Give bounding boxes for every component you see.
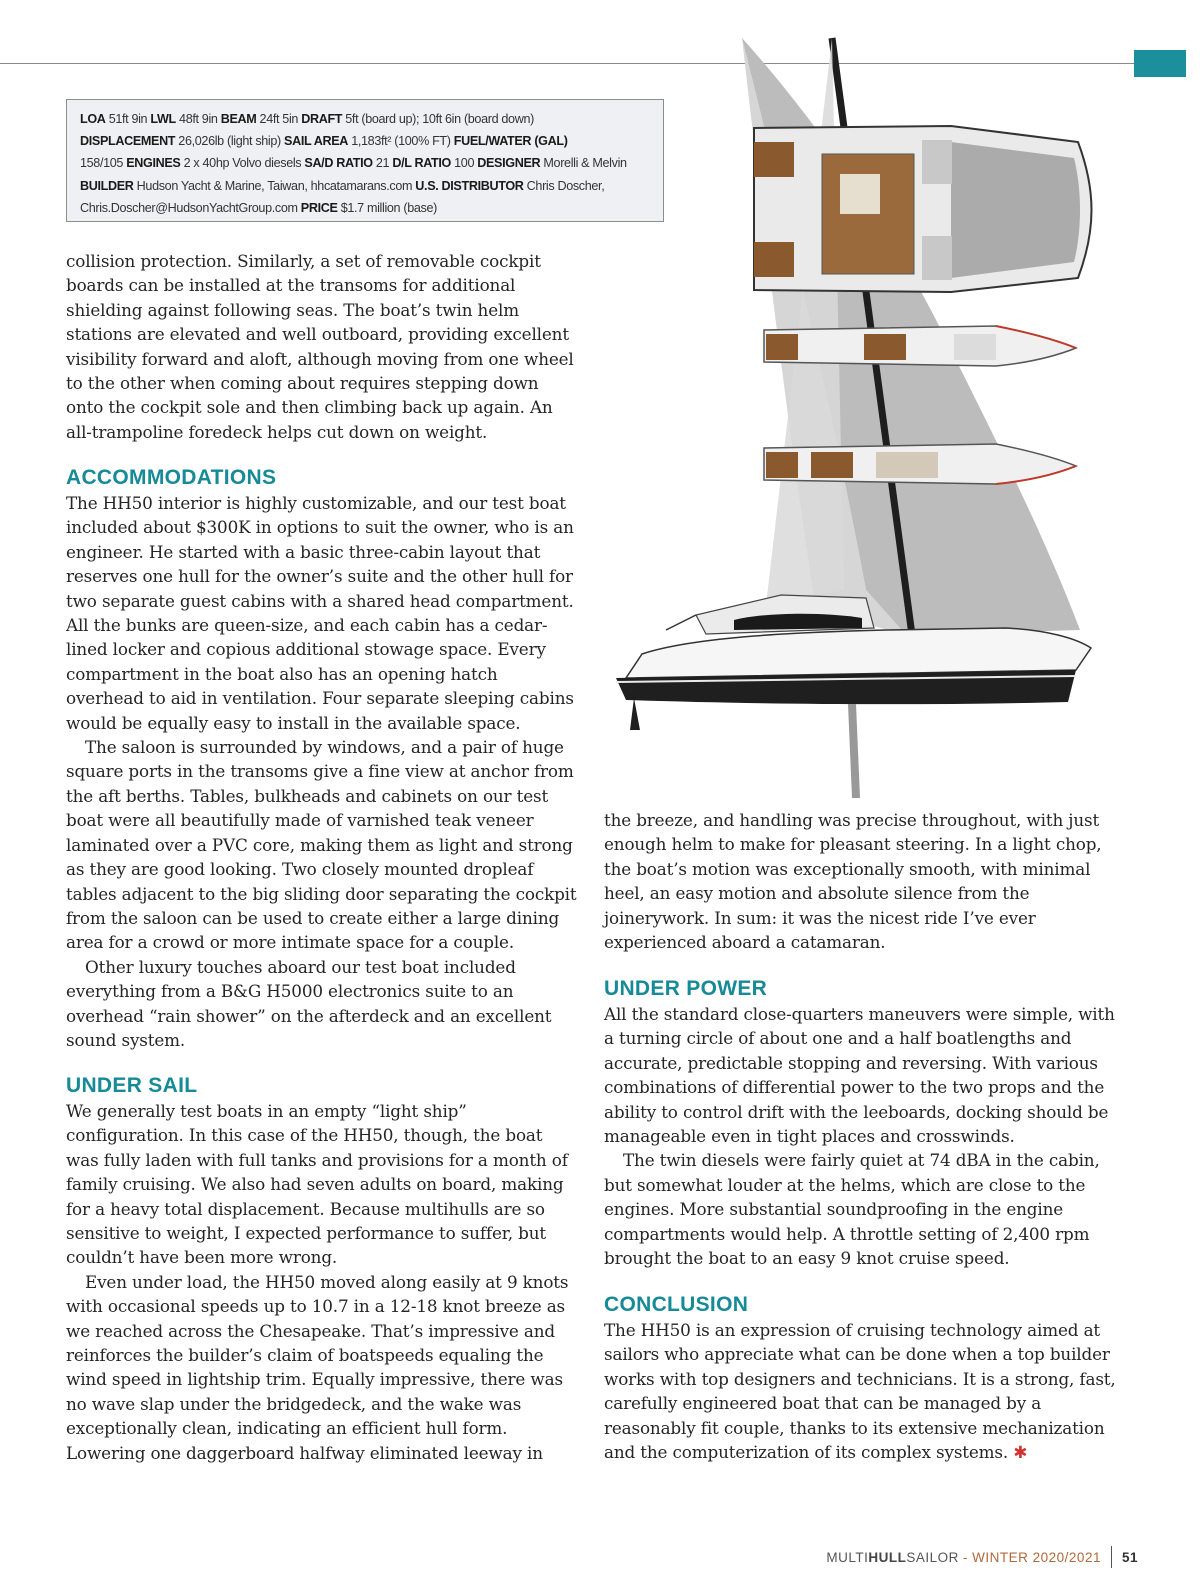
intro-column <box>66 249 578 444</box>
accommodations-section <box>66 465 578 1052</box>
boat-illustration <box>606 30 1126 800</box>
page-footer <box>826 1546 1138 1568</box>
issue-date: - WINTER 2020/2021 <box>962 1549 1101 1565</box>
under-sail-section <box>66 1073 578 1465</box>
paragraph: collision protection. Similarly, a set of removable cockpit boards can be installed at the transoms for additional shielding against following seas. The boat’s twin helm stations are elevated and well outboard, providing excellent visibility forward and aloft, although moving from one wheel to the other when coming about requires stepping down onto the cockpit sole and then climbing back up again. An all-trampoline foredeck helps cut down on weight. <box>66 251 574 442</box>
section-tab <box>1134 50 1186 77</box>
paragraph: All the standard close-quarters maneuvers were simple, with a turning circle of about one and a half boatlengths and accurate, predictable stopping and reversing. With various combinations of differential power to the two props and the ability to control drift with the leeboards, docking should be manageable even in tight places and crosswinds. <box>604 1004 1115 1147</box>
footer-divider <box>1111 1546 1112 1568</box>
paragraph: The HH50 is an expression of cruising technology aimed at sailors who appreciate what can be done when a top builder works with top designers and technicians. It is a strong, fast, carefully engineered boat that can be managed by a reasonably fit couple, thanks to its extensive mechanization and the computerization of its complex systems. ✱ <box>604 1320 1116 1463</box>
conclusion-section <box>604 1292 1116 1464</box>
deck-plan <box>754 126 1092 292</box>
paragraph: the breeze, and handling was precise throughout, with just enough helm to make for pleasant steering. In a light chop, the boat’s motion was exceptionally smooth, with minimal heel, an easy motion and absolute silence from the joinerywork. In sum: it was the nicest ride I’ve ever experienced aboard a catamaran. <box>604 810 1102 953</box>
section-heading: CONCLUSION <box>604 1293 749 1316</box>
paragraph: The twin diesels were fairly quiet at 74 dBA in the cabin, but somewhat louder at the helms, which are close to the engines. More substantial soundproofing in the engine compartments would help. A throttle setting of 2,400 rpm brought the boat to an easy 9 knot cruise speed. <box>604 1150 1100 1269</box>
paragraph: The HH50 interior is highly customizable, and our test boat included about $300K in options to suit the owner, who is an engineer. He started with a basic three-cabin layout that reserves one hull for the owner’s suite and the other hull for two separate guest cabins with a shared head compartment. All the bunks are queen-size, and each cabin has a cedar-lined locker and copious additional stowage space. Every compartment in the boat also has an opening hatch overhead to aid in ventilation. Four separate sleeping cabins would be equally easy to install in the available space. <box>66 493 574 733</box>
section-heading: ACCOMMODATIONS <box>66 466 277 489</box>
section-heading: UNDER POWER <box>604 977 768 1000</box>
paragraph: Other luxury touches aboard our test boat included everything from a B&G H5000 electronics suite to an overhead “rain shower” on the afterdeck and an excellent sound system. <box>66 956 552 1050</box>
section-heading: UNDER SAIL <box>66 1074 198 1097</box>
under-sail-continued <box>604 808 1116 954</box>
under-power-section <box>604 976 1116 1270</box>
page-number: 51 <box>1121 1549 1138 1565</box>
hull-plan-starboard <box>764 444 1076 484</box>
magazine-name: MULTIHULLSAILOR <box>826 1549 959 1565</box>
paragraph: The saloon is surrounded by windows, and a pair of huge square ports in the transoms give a fine view at anchor from the aft berths. Tables, bulkheads and cabinets on our test boat were all beautifully made of varnished teak veneer laminated over a PVC core, making them as light and strong as they are good looking. Two closely mounted dropleaf tables adjacent to the big sliding door separating the cockpit from the saloon can be used to create either a large dining area for a crowd or more intimate space for a couple. <box>66 737 577 953</box>
spec-box: LOA 51ft 9in LWL 48ft 9in BEAM 24ft 5in DRAFT 5ft (board up); 10ft 6in (board down) DISPLACEMENT 26,026lb (light ship) SAIL AREA 1,183ft² (100% FT) FUEL/WATER (GAL) 158/105 ENGINES 2 x 40hp Volvo diesels SA/D RATIO 21 D/L RATIO 100 DESIGNER Morelli & Melvin BUILDER Hudson Yacht & Marine, Taiwan, hhcatamarans.com U.S. DISTRIBUTOR Chris Doscher, Chris.Doscher@HudsonYachtGroup.com PRICE $1.7 million (base) <box>66 99 664 222</box>
paragraph: We generally test boats in an empty “light ship” configuration. In this case of the HH50, though, the boat was fully laden with full tanks and provisions for a month of family cruising. We also had seven adults on board, making for a heavy total displacement. Because multihulls are so sensitive to weight, I expected performance to suffer, but couldn’t have been more wrong. <box>66 1101 568 1268</box>
hull-plan-port <box>764 326 1076 366</box>
paragraph: Even under load, the HH50 moved along easily at 9 knots with occasional speeds up to 10.7 in a 12-18 knot breeze as we reached across the Chesapeake. That’s impressive and reinforces the builder’s claim of boatspeeds equaling the wind speed in lightship trim. Equally impressive, there was no wave slap under the bridgedeck, and the wake was exceptionally clean, indicating an efficient hull form. Lowering one daggerboard halfway eliminated leeway in <box>66 1271 569 1463</box>
end-mark-icon: ✱ <box>1013 1442 1028 1463</box>
